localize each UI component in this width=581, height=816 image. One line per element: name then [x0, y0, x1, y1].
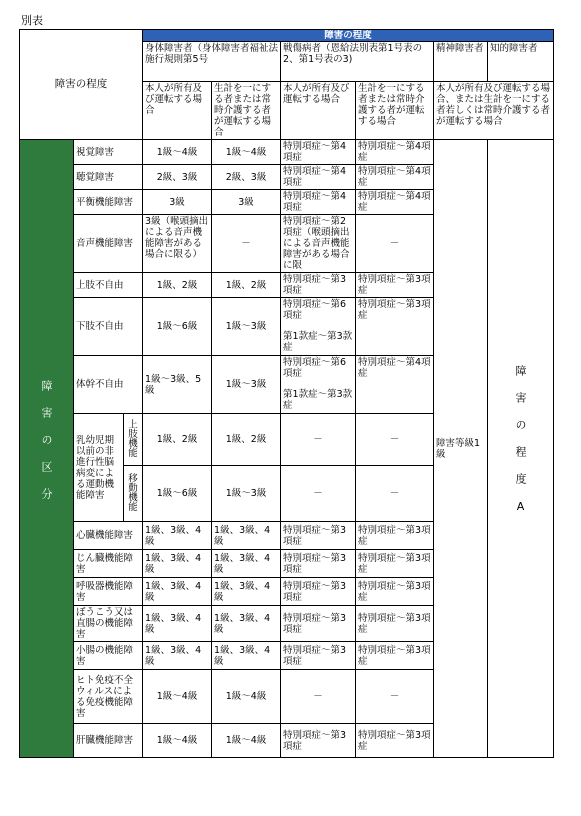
cell-p2: 1級、2級: [212, 414, 281, 466]
sub-row-label: 上肢機能: [126, 419, 137, 457]
cell-w1: 特別項症～第4項症: [281, 165, 356, 190]
mental-value: 障害等級1級: [434, 140, 488, 758]
cell-w2: 特別項症～第4項症: [356, 140, 434, 165]
cell-p2: 1級～4級: [212, 724, 281, 758]
cell-w1: [281, 298, 356, 356]
cell-p2: 1級、2級: [212, 273, 281, 298]
cell-p2: 1級～3級: [212, 466, 281, 522]
cell-w1-line: 特別項症～第6項症: [283, 357, 347, 379]
subheader-own-drive: 本人が所有及び運転する場合: [143, 82, 212, 140]
cell-w2: －: [356, 215, 434, 273]
cell-p1: 1級、2級: [143, 273, 212, 298]
cell-p1: 3級（喉頭摘出による音声機能障害がある場合に限る）: [143, 215, 212, 273]
header-physical: 身体障害者（身体障害者福祉法施行規則第5号: [143, 42, 281, 82]
cell-w2: 特別項症～第3項症: [356, 522, 434, 550]
cell-p1: 1級、2級: [143, 414, 212, 466]
cell-p2: 1級～3級: [212, 356, 281, 414]
intellectual-value-cell: [488, 140, 554, 758]
cell-w1: 特別項症～第3項症: [281, 550, 356, 578]
subheader-war-caregiver: 生計を一にする者または常時介護する者が運転する場合: [356, 82, 434, 140]
cell-p2: 1級～4級: [212, 140, 281, 165]
header-mental: 精神障害者: [434, 42, 488, 82]
subheader-caregiver: 生計を一にする者または常時介護する者が運転する場合: [212, 82, 281, 140]
header-intellectual: 知的障害者: [488, 42, 554, 82]
row-name: 下肢不自由: [74, 298, 143, 356]
cell-p1: 1級～6級: [143, 466, 212, 522]
row-name: ぼうこう又は直腸の機能障害: [74, 606, 143, 642]
row-name: 肝臓機能障害: [74, 724, 143, 758]
cell-p2: 2級、3級: [212, 165, 281, 190]
cell-w1-line: 第1款症～第3款症: [283, 389, 353, 411]
category-label-cell: [20, 140, 74, 758]
cell-p1: 1級～4級: [143, 724, 212, 758]
cell-w1: 特別項症～第4項症: [281, 140, 356, 165]
row-name: 体幹不自由: [74, 356, 143, 414]
cell-p2: 1級、3級、4級: [212, 578, 281, 606]
cell-p2: 1級、3級、4級: [212, 550, 281, 578]
cell-w1: －: [281, 414, 356, 466]
subheader-war-own: 本人が所有及び運転する場合: [281, 82, 356, 140]
cell-p1: 2級、3級: [143, 165, 212, 190]
cell-w2: 特別項症～第4項症: [356, 190, 434, 215]
cell-w1: 特別項症～第3項症: [281, 578, 356, 606]
category-label: 障害の区分: [40, 380, 53, 515]
cell-w1: 特別項症～第3項症: [281, 606, 356, 642]
cell-p2: 1級、3級、4級: [212, 522, 281, 550]
cell-w2: 特別項症～第3項症: [356, 550, 434, 578]
cell-p2: 1級、3級、4級: [212, 642, 281, 670]
cell-w2: 特別項症～第3項症: [356, 606, 434, 642]
cell-p2: －: [212, 215, 281, 273]
row-name: 上肢不自由: [74, 273, 143, 298]
row-name: じん臓機能障害: [74, 550, 143, 578]
cell-p1: 1級、3級、4級: [143, 550, 212, 578]
cell-w2: 特別項症～第3項症: [356, 642, 434, 670]
row-name: 平衡機能障害: [74, 190, 143, 215]
cell-w1-line: 第1款症～第3款症: [283, 331, 353, 353]
row-name: 呼吸器機能障害: [74, 578, 143, 606]
cell-w1: 特別項症～第3項症: [281, 724, 356, 758]
cell-p1: 1級、3級、4級: [143, 606, 212, 642]
cell-p1: 1級～4級: [143, 670, 212, 724]
cell-p1: 1級、3級、4級: [143, 578, 212, 606]
cell-w2: 特別項症～第3項症: [356, 578, 434, 606]
header-war: 戦傷病者（恩給法別表第1号表の2、第1号表の3): [281, 42, 434, 82]
cell-w1: －: [281, 466, 356, 522]
eligibility-table: [19, 29, 554, 758]
row-name: 聴覚障害: [74, 165, 143, 190]
intellectual-value: 障害の程度A: [514, 365, 528, 529]
cell-p1: 1級～3級、5級: [143, 356, 212, 414]
cell-w2: 特別項症～第4項症: [356, 165, 434, 190]
sub-row-label: 移動機能: [126, 473, 137, 511]
cell-w1: 特別項症～第4項症: [281, 190, 356, 215]
cell-p1: 3級: [143, 190, 212, 215]
cell-w2: 特別項症～第3項症: [356, 724, 434, 758]
row-name: 小腸の機能障害: [74, 642, 143, 670]
cell-p2: 3級: [212, 190, 281, 215]
band-header: 障害の程度: [143, 30, 554, 42]
row-name: 音声機能障害: [74, 215, 143, 273]
row-name: ヒト免疫不全ウィルスによる免疫機能障害: [74, 670, 143, 724]
cell-p1: 1級、3級、4級: [143, 642, 212, 670]
cell-w1: －: [281, 670, 356, 724]
table-caption: 別表: [21, 14, 43, 27]
sub-row-name: [124, 414, 143, 466]
cell-w2: －: [356, 414, 434, 466]
cell-p2: 1級～4級: [212, 670, 281, 724]
row-name: 心臓機能障害: [74, 522, 143, 550]
cell-p2: 1級、3級、4級: [212, 606, 281, 642]
row-name: 視覚障害: [74, 140, 143, 165]
cell-w2: 特別項症～第3項症: [356, 273, 434, 298]
cell-w2: 特別項症～第3項症: [356, 298, 434, 356]
cell-w2: －: [356, 466, 434, 522]
subheader-mental-combined: 本人が所有及び運転する場合、または生計を一にする者若しくは常時介護する者が運転する場合: [434, 82, 554, 140]
cell-w2: －: [356, 670, 434, 724]
cell-w2: 特別項症～第4項症: [356, 356, 434, 414]
cell-w1: 特別項症～第3項症: [281, 642, 356, 670]
cell-p1: 1級、3級、4級: [143, 522, 212, 550]
sub-row-name: [124, 466, 143, 522]
cell-w1: [281, 356, 356, 414]
cell-w1: 特別項症～第3項症: [281, 522, 356, 550]
cell-p2: 1級～3級: [212, 298, 281, 356]
cell-w1: 特別項症～第3項症: [281, 273, 356, 298]
corner-header: 障害の程度: [20, 30, 143, 140]
cell-p1: 1級～6級: [143, 298, 212, 356]
row-name: 乳幼児期以前の非進行性脳病変による運動機能障害: [74, 414, 124, 522]
cell-w1: 特別項症～第2項症（喉頭摘出による音声機能障害がある場合に限: [281, 215, 356, 273]
cell-p1: 1級～4級: [143, 140, 212, 165]
cell-w1-line: 特別項症～第6項症: [283, 299, 347, 321]
